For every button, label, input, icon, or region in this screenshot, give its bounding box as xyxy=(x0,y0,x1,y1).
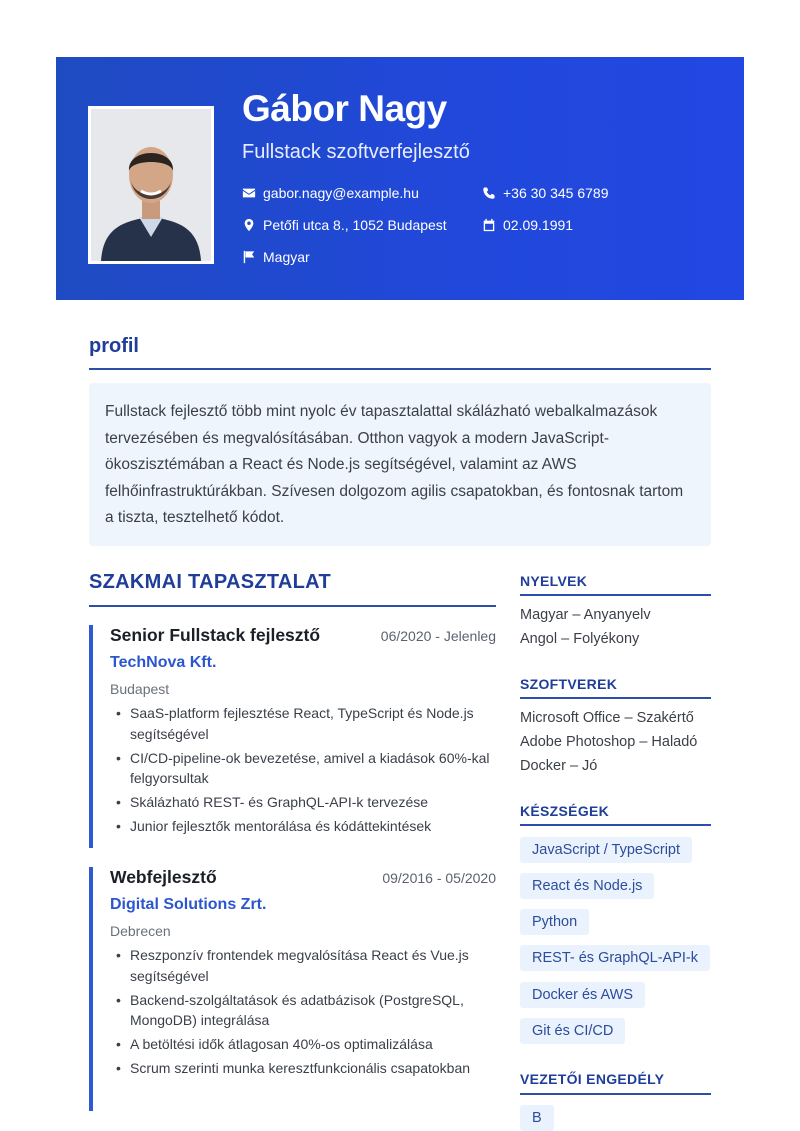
job-bullet: • Scrum szerinti munka keresztfunkcionális csapatokban xyxy=(116,1060,471,1076)
contact-email[interactable] xyxy=(242,185,419,201)
job-bullet: • Junior fejlesztők mentorálása és kódáttekintések xyxy=(116,818,432,834)
skill-chip: Python xyxy=(520,909,589,935)
contact-address xyxy=(242,217,447,233)
job-bullet: • CI/CD-pipeline-ok bevezetése, amivel a kiadások 60%-kal felgyorsultak xyxy=(116,749,490,786)
job-entry-city: Debrecen xyxy=(110,923,171,939)
experience-heading: SZAKMAI TAPASZTALAT xyxy=(89,571,331,593)
job-entry-company: TechNova Kft. xyxy=(110,654,217,671)
phone-text: +36 30 345 6789 xyxy=(503,185,609,201)
flag-icon xyxy=(242,250,256,264)
job-entry-bullets xyxy=(110,945,496,1079)
contact-phone[interactable] xyxy=(482,185,609,201)
nationality-text: Magyar xyxy=(263,249,310,265)
job-bullet: • Skálázható REST- és GraphQL-API-k tervezése xyxy=(116,794,429,810)
skills-divider xyxy=(520,824,711,826)
skill-chip: JavaScript / TypeScript xyxy=(520,837,692,863)
job-entry-dates: 09/2016 - 05/2020 xyxy=(382,870,496,886)
language-item: Angol – Folyékony xyxy=(520,631,640,647)
software-heading: SZOFTVEREK xyxy=(520,676,618,692)
skill-chip: React és Node.js xyxy=(520,873,654,899)
job-entry-company: Digital Solutions Zrt. xyxy=(110,896,267,913)
cv-header xyxy=(56,57,744,300)
job-entry-title: Senior Fullstack fejlesztő xyxy=(110,625,321,645)
license-heading: VEZETŐI ENGEDÉLY xyxy=(520,1071,665,1087)
profile-photo xyxy=(88,106,214,264)
profile-summary: Fullstack fejlesztő több mint nyolc év tapasztalattal skálázható webalkalmazások tervezésében és megvalósításában. Otthon vagyok a modern JavaScript-ökoszisztémában a React és Node.js segítségével, valamint az AWS felhőinfrastruktúrákban. Szívesen dolgozom agilis csapatokban, és fontosnak tartom a tiszta, tesztelhető kódot. xyxy=(89,383,711,546)
contact-birthdate xyxy=(482,217,573,233)
person-name: Gábor Nagy xyxy=(242,88,447,129)
job-entry-city: Budapest xyxy=(110,681,170,697)
contact-nationality xyxy=(242,249,310,265)
job-entry xyxy=(89,625,496,848)
job-entry-dates: 06/2020 - Jelenleg xyxy=(380,628,496,644)
phone-icon xyxy=(482,186,496,200)
skills-heading: KÉSZSÉGEK xyxy=(520,803,610,819)
email-text: gabor.nagy@example.hu xyxy=(263,185,419,201)
skill-chip: REST- és GraphQL-API-k xyxy=(520,945,710,971)
skill-chip: Git és CI/CD xyxy=(520,1018,625,1044)
address-text: Petőfi utca 8., 1052 Budapest xyxy=(263,217,447,233)
job-bullet: • Backend-szolgáltatások és adatbázisok (PostgreSQL, MongoDB) integrálása xyxy=(116,991,464,1028)
software-item: Adobe Photoshop – Haladó xyxy=(520,734,698,750)
languages-heading: NYELVEK xyxy=(520,573,588,589)
birthdate-text: 02.09.1991 xyxy=(503,217,574,233)
software-item: Docker – Jó xyxy=(520,758,598,774)
job-bullet: • Reszponzív frontendek megvalósítása React és Vue.js segítségével xyxy=(116,947,469,984)
envelope-icon xyxy=(242,186,256,200)
job-entry-title: Webfejlesztő xyxy=(110,867,217,887)
skill-chip: Docker és AWS xyxy=(520,982,645,1008)
job-bullet: • SaaS-platform fejlesztése React, TypeScript és Node.js segítségével xyxy=(116,705,474,742)
software-item: Microsoft Office – Szakértő xyxy=(520,710,694,726)
license-divider xyxy=(520,1093,711,1095)
profile-divider xyxy=(89,368,711,370)
language-item: Magyar – Anyanyelv xyxy=(520,607,651,623)
experience-divider xyxy=(89,605,496,607)
job-title: Fullstack szoftverfejlesztő xyxy=(242,141,470,163)
license-chip: B xyxy=(520,1105,554,1131)
languages-divider xyxy=(520,594,711,596)
calendar-icon xyxy=(482,218,496,232)
profile-heading: profil xyxy=(89,335,139,357)
map-pin-icon xyxy=(242,218,256,232)
job-entry xyxy=(89,867,496,1111)
job-bullet: • A betöltési idők átlagosan 40%-os optimalizálása xyxy=(116,1036,433,1052)
software-divider xyxy=(520,697,711,699)
job-entry-bullets xyxy=(110,703,496,837)
